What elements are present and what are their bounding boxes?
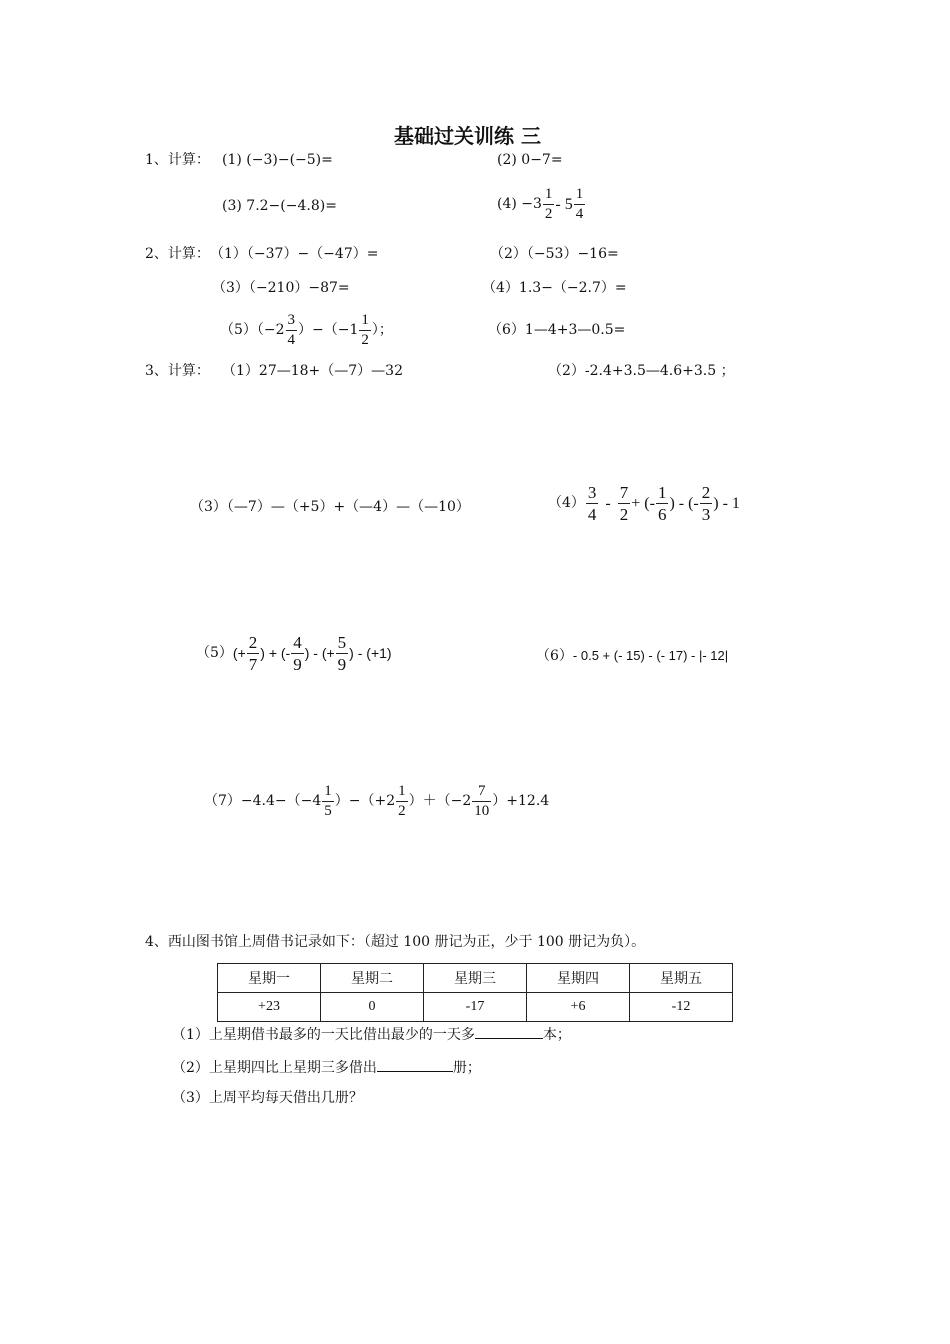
fraction-denominator: 4 <box>575 206 584 222</box>
fraction-numerator: 1 <box>324 783 332 799</box>
q3-part4-label: （4） <box>548 495 585 512</box>
fraction-denominator: 9 <box>337 655 347 674</box>
q3-part7-c: ）＋（−2 <box>408 793 472 810</box>
fraction-numerator: 1 <box>398 783 406 799</box>
q3-part5-label: （5） <box>196 645 233 662</box>
fraction-numerator: 1 <box>544 186 553 202</box>
table-cell: -12 <box>630 993 733 1022</box>
fraction-denominator: 2 <box>361 332 369 348</box>
fraction <box>543 187 555 222</box>
q1-part3: (3) 7.2−(−4.8)= <box>222 198 337 214</box>
q2-part2: （2）（−53）−16= <box>490 246 619 262</box>
answer-blank[interactable] <box>475 1024 543 1039</box>
q2-part3: （3）（−210）−87= <box>212 280 350 296</box>
q4-sub1 <box>172 1024 571 1044</box>
fraction-denominator: 10 <box>474 803 490 819</box>
fraction <box>586 484 599 523</box>
fraction-denominator: 3 <box>701 505 711 524</box>
table-header-cell: 星期三 <box>424 964 527 993</box>
table-cell: +6 <box>527 993 630 1022</box>
fraction <box>336 634 349 673</box>
fraction <box>322 784 334 819</box>
table-cell: 0 <box>321 993 424 1022</box>
fraction <box>396 784 408 819</box>
q3-part7-a: （7）−4.4−（−4 <box>204 793 322 810</box>
q1-part4-prefix: (4) −3 <box>497 196 542 213</box>
q4-sub1-text: （1）上星期借书最多的一天比借出最少的一天多 <box>172 1027 475 1043</box>
q2-part5 <box>220 313 393 348</box>
q4-intro: 4、西山图书馆上周借书记录如下：（超过 100 册记为正，少于 100 册记为负）。 <box>145 934 646 950</box>
table-header-cell: 星期一 <box>218 964 321 993</box>
table-header-cell: 星期二 <box>321 964 424 993</box>
q3-part3: （3）（—7）—（+5）+（—4）—（—10） <box>190 499 470 515</box>
q4-sub2 <box>172 1057 481 1077</box>
q3-part4 <box>548 484 740 523</box>
table-row <box>218 993 733 1022</box>
fraction-numerator: 1 <box>575 186 584 202</box>
fraction-numerator: 1 <box>657 483 667 502</box>
q1-part2: (2) 0−7= <box>497 152 563 168</box>
q2-label: 2、计算： <box>145 246 210 262</box>
q3-label: 3、计算： <box>145 363 210 379</box>
fraction-numerator: 7 <box>619 483 629 502</box>
q3-part1: （1）27—18+（—7）—32 <box>222 363 403 379</box>
q3-part5-a: (+ <box>232 645 246 662</box>
page-title: 基础过关训练 三 <box>394 124 541 148</box>
fraction <box>286 313 298 348</box>
fraction-denominator: 2 <box>619 505 629 524</box>
fraction-numerator: 3 <box>587 483 597 502</box>
fraction <box>656 484 669 523</box>
table-cell: +23 <box>218 993 321 1022</box>
q3-part7-b: ）−（+2 <box>334 793 396 810</box>
fraction-numerator: 1 <box>361 312 369 328</box>
q4-sub2-unit: 册； <box>452 1060 481 1076</box>
q3-part5-d: ) - (+1) <box>349 645 392 662</box>
answer-blank[interactable] <box>377 1057 453 1072</box>
fraction <box>247 634 260 673</box>
fraction-denominator: 2 <box>398 803 406 819</box>
fraction <box>618 484 631 523</box>
q2-part5-b: ）−（−1 <box>298 322 359 339</box>
q3-part6-expr: - 0.5 + (- 15) - (- 17) - |- 12| <box>572 648 729 663</box>
fraction-denominator: 5 <box>324 803 332 819</box>
fraction <box>700 484 713 523</box>
q4-sub1-unit: 本； <box>542 1027 571 1043</box>
fraction-denominator: 4 <box>287 332 296 348</box>
q2-part4: （4）1.3−（−2.7）= <box>482 280 627 296</box>
q2-part5-c: ）； <box>371 322 393 339</box>
q4-sub2-text: （2）上星期四比上星期三多借出 <box>172 1060 377 1076</box>
fraction <box>574 187 586 222</box>
q3-part4-op4: ) - 1 <box>713 494 740 512</box>
q1-part4-mid: - 5 <box>555 195 573 213</box>
q2-part6: （6）1—4+3—0.5= <box>488 322 626 338</box>
fraction-denominator: 4 <box>587 505 597 524</box>
q3-part4-op1: - <box>605 494 611 512</box>
q1-label: 1、计算： <box>145 152 210 168</box>
q3-part6 <box>536 648 728 665</box>
q3-part4-op3: ) - (- <box>669 494 699 512</box>
q3-part7-d: ）+12.4 <box>492 793 550 810</box>
q3-part7 <box>204 784 549 819</box>
fraction <box>359 313 371 348</box>
q3-part4-op2: + (- <box>631 494 655 512</box>
q3-part5 <box>196 634 392 673</box>
q2-part5-a: （5）（−2 <box>220 322 285 339</box>
fraction-denominator: 6 <box>657 505 667 524</box>
q3-part6-label: （6） <box>536 648 573 664</box>
table-header-row <box>218 964 733 993</box>
fraction-denominator: 9 <box>293 655 302 674</box>
fraction-numerator: 3 <box>287 312 296 328</box>
fraction-denominator: 2 <box>544 206 553 222</box>
borrowing-table <box>217 963 733 1022</box>
fraction-numerator: 2 <box>248 633 258 652</box>
fraction-numerator: 5 <box>337 633 347 652</box>
fraction-numerator: 2 <box>701 483 711 502</box>
fraction <box>291 634 304 673</box>
table-header-cell: 星期四 <box>527 964 630 993</box>
table-header-cell: 星期五 <box>630 964 733 993</box>
table-cell: -17 <box>424 993 527 1022</box>
fraction <box>472 784 491 819</box>
q3-part2: （2）-2.4+3.5—4.6+3.5 ； <box>548 363 735 379</box>
fraction-denominator: 7 <box>248 655 258 674</box>
q1-part1: (1) (−3)−(−5)= <box>222 152 333 168</box>
q2-part1: （1）（−37）−（−47）= <box>210 246 379 262</box>
fraction-numerator: 4 <box>293 633 302 652</box>
fraction-numerator: 7 <box>478 783 486 799</box>
q3-part5-b: ) + (- <box>260 645 291 662</box>
q3-part5-c: ) - (+ <box>304 645 335 662</box>
q4-sub3: （3）上周平均每天借出几册？ <box>172 1090 363 1106</box>
q1-part4 <box>497 187 586 222</box>
